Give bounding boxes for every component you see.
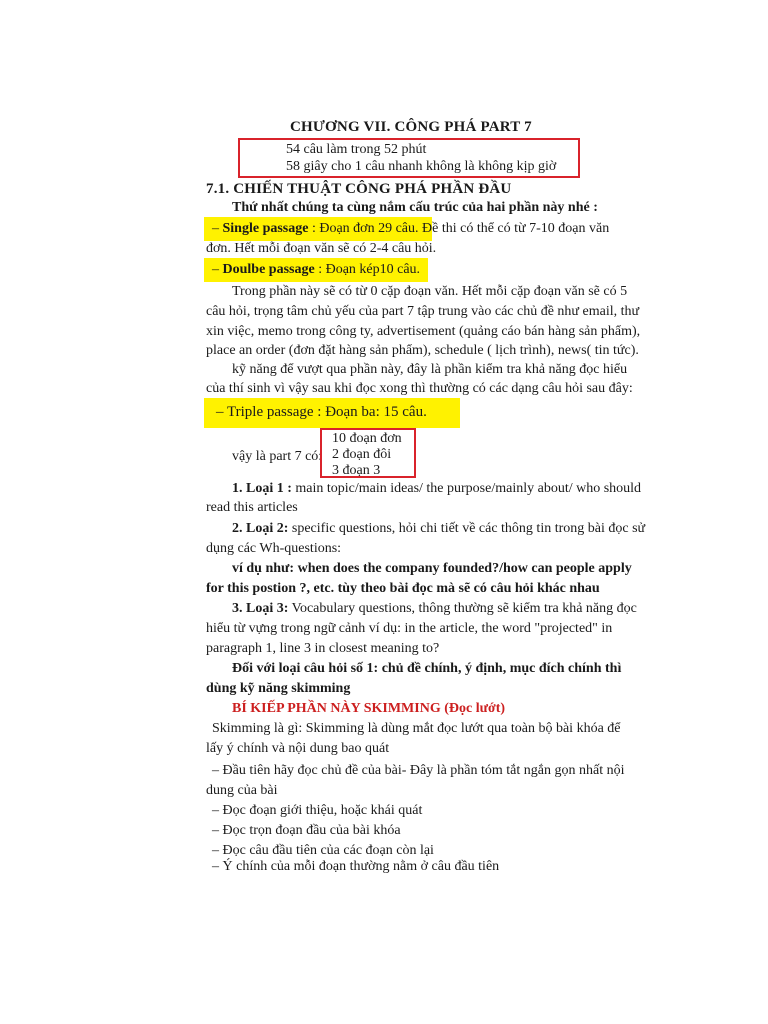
double-passage-name: Doulbe passage: [222, 262, 315, 277]
step-line: – Đọc đoạn giới thiệu, hoặc khái quát: [212, 803, 423, 818]
q1-note-line: dùng kỹ năng skimming: [206, 681, 351, 696]
triple-passage-line: [216, 403, 427, 421]
para2-line: của thí sinh vì vậy sau khi đọc xong thì thường có các dạng câu hỏi sau đây:: [206, 381, 633, 396]
double-dash: –: [212, 262, 219, 277]
type3-text: Vocabulary questions, thông thường sẽ kiểm tra khả năng đọc: [288, 601, 637, 616]
skim-def-line: lấy ý chính và nội dung bao quát: [206, 741, 390, 756]
step-line: – Đọc trọn đoạn đầu của bài khóa: [212, 823, 401, 838]
double-passage-line: [212, 261, 420, 279]
double-colon: :: [314, 262, 326, 277]
type3-label: 3. Loại 3:: [232, 601, 289, 616]
single-dash: –: [212, 221, 219, 236]
single-passage-line-2: đơn. Hết mỗi đoạn văn sẽ có 2-4 câu hỏi.: [206, 241, 437, 256]
single-passage-detail: Đoạn đơn 29 câu.: [319, 221, 419, 236]
summary-line-2: 58 giây cho 1 câu nhanh không là không kịp giờ: [286, 159, 557, 174]
type2-line: [232, 520, 645, 538]
type2-text: specific questions, hỏi chi tiết về các thông tin trong bài đọc sử: [288, 521, 646, 536]
type1-text: main topic/main ideas/ the purpose/mainly about/ who should: [291, 481, 642, 496]
part7-item: 2 đoạn đôi: [332, 447, 392, 462]
para1-line: place an order (đơn đặt hàng sản phẩm), schedule ( lịch trình), news( tin tức).: [206, 343, 639, 358]
para1-line: xin việc, memo trong công ty, advertisement (quảng cáo bán hàng sản phẩm),: [206, 324, 641, 339]
type2-label: 2. Loại 2:: [232, 521, 289, 536]
single-colon: :: [308, 221, 320, 236]
section-title: 7.1. CHIẾN THUẬT CÔNG PHÁ PHẦN ĐẦU: [206, 181, 512, 197]
para2-line: kỹ năng để vượt qua phần này, đây là phần kiểm tra khả năng đọc hiểu: [232, 362, 628, 377]
part7-item: 10 đoạn đơn: [332, 431, 402, 446]
single-passage-name: Single passage: [222, 221, 309, 236]
para1-line: Trong phần này sẽ có từ 0 cặp đoạn văn. Hết mỗi cặp đoạn văn sẽ có 5: [232, 284, 628, 299]
q1-note-line: Đối với loại câu hỏi số 1: chủ đề chính, ý định, mục đích chính thì: [232, 661, 622, 676]
skimming-heading: BÍ KIẾP PHẦN NÀY SKIMMING (Đọc lướt): [232, 701, 506, 716]
skim-def-line: Skimming là gì: Skimming là dùng mắt đọc lướt qua toàn bộ bài khóa để: [212, 721, 621, 736]
intro-text: Thứ nhất chúng ta cùng nắm cấu trúc của hai phần này nhé :: [232, 200, 598, 215]
triple-colon: :: [313, 404, 326, 420]
type1-line-2: read this articles: [206, 500, 298, 515]
triple-passage-name: Triple passage: [226, 404, 314, 420]
double-passage-detail: Đoạn kép10 câu.: [325, 262, 421, 277]
part7-label: vậy là part 7 có:: [232, 449, 323, 464]
single-passage-rest: Đề thi có thể có từ 7-10 đoạn văn: [418, 221, 610, 236]
step-line: – Đầu tiên hãy đọc chủ đề của bài- Đây là phần tóm tắt ngắn gọn nhất nội: [212, 763, 625, 778]
triple-passage-detail: Đoạn ba: 15 câu.: [325, 404, 427, 420]
para1-line: câu hỏi, trọng tâm chủ yếu của part 7 tập trung vào các chủ đề như email, thư: [206, 304, 640, 319]
summary-line-1: 54 câu làm trong 52 phút: [286, 142, 427, 157]
single-passage-line: [212, 220, 609, 238]
type2-line-2: dụng các Wh-questions:: [206, 541, 342, 556]
step-line: – Ý chính của mỗi đoạn thường nằm ở câu đầu tiên: [212, 859, 500, 874]
step-line: – Đọc câu đầu tiên của các đoạn còn lại: [212, 843, 434, 858]
type1-line: [232, 480, 641, 498]
type3-line-2: hiểu từ vựng trong ngữ cảnh ví dụ: in the article, the word "projected" in: [206, 621, 613, 636]
chapter-title: CHƯƠNG VII. CÔNG PHÁ PART 7: [290, 119, 532, 135]
type3-line: [232, 600, 637, 618]
cut-off-line-clip: [0, 856, 768, 874]
step-line: dung của bài: [206, 783, 278, 798]
type1-label: 1. Loại 1 :: [232, 481, 292, 496]
triple-dash: –: [216, 404, 224, 420]
example-line: for this postion ?, etc. tùy theo bài đọc mà sẽ có câu hỏi khác nhau: [206, 581, 600, 596]
type3-line-3: paragraph 1, line 3 in closest meaning to?: [206, 641, 440, 656]
part7-item: 3 đoạn 3: [332, 463, 381, 478]
example-line: ví dụ như: when does the company founded?/how can people apply: [232, 561, 632, 576]
